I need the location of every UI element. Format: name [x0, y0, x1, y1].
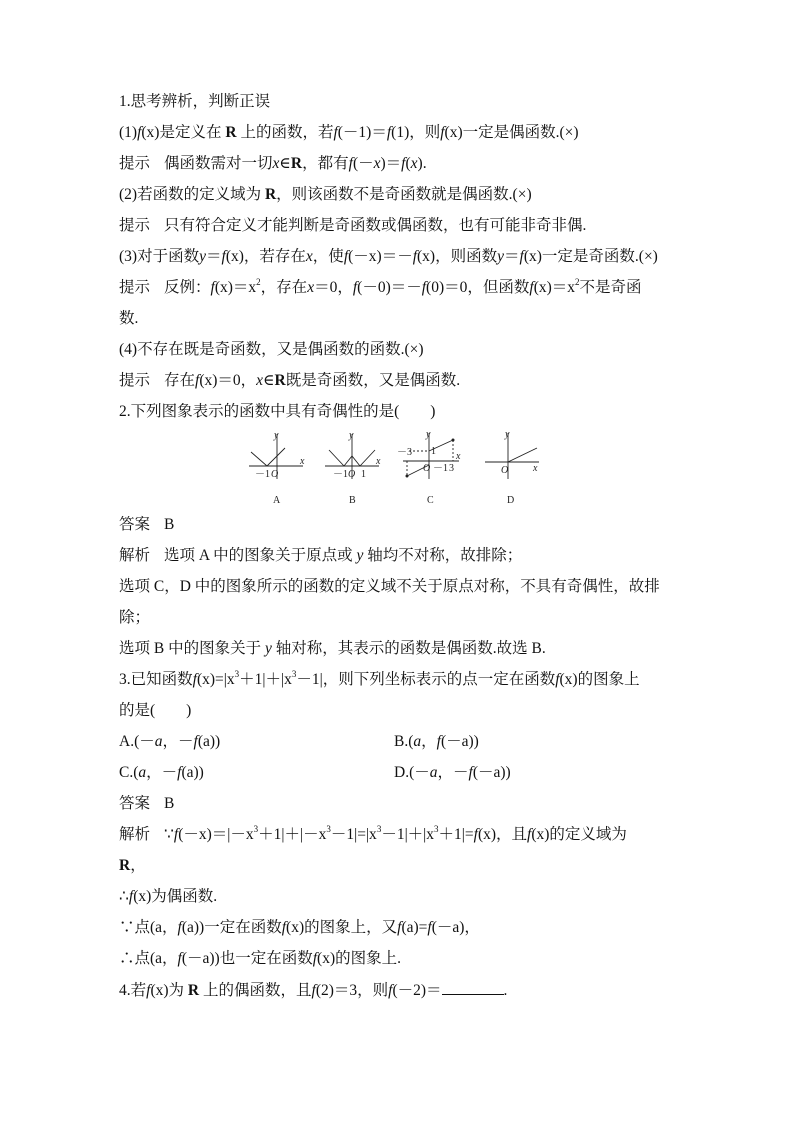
q2-stem: 2.下列图象表示的函数中具有奇偶性的是( ) [119, 403, 436, 420]
q3-answer: 答案 B [119, 795, 175, 812]
graph-label-a: A [273, 495, 281, 506]
graph-d [485, 433, 539, 479]
q1-item2-statement: (2)若函数的定义域为 R，则该函数不是奇函数就是偶函数.(×) [119, 186, 532, 203]
graph-b-neg1: －1 [333, 469, 348, 480]
graph-d-x-label: x [533, 463, 538, 474]
graph-label-c: C [427, 495, 434, 506]
q2-graphs [119, 429, 689, 507]
option-d[interactable]: D.(－a，－f(－a)) [394, 764, 511, 781]
q3-analysis-line3: ∴f(x)为偶函数. [119, 888, 218, 905]
q3-analysis-line2: R， [119, 857, 146, 874]
graph-c-x-label: x [456, 451, 461, 462]
graph-a-y-label: y [274, 430, 279, 441]
q2-analysis-line1: 解析 选项 A 中的图象关于原点或 y 轴均不对称，故排除； [119, 547, 523, 564]
q3-analysis-line4: ∵点(a，f(a))一定在函数f(x)的图象上，又f(a)=f(－a)， [119, 919, 480, 936]
q1-item2-hint: 提示 只有符合定义才能判断是奇函数或偶函数，也有可能非奇非偶. [119, 217, 587, 234]
graph-a-neg1: －1 [255, 469, 270, 480]
q3-stem-line2: 的是( ) [119, 702, 192, 719]
q1-item4-hint: 提示 存在f(x)＝0，x∈R既是奇函数，又是偶函数. [119, 372, 461, 389]
graph-a-x-label: x [300, 456, 305, 467]
option-c[interactable]: C.(a，－f(a)) [119, 764, 204, 781]
q2-analysis-line3: 除； [119, 609, 151, 626]
graph-b-y-label: y [349, 430, 354, 441]
q1-item1-hint: 提示 偶函数需对一切x∈R，都有f(－x)＝f(x). [119, 155, 427, 172]
graph-c-origin: O [423, 463, 431, 474]
q1-item4-statement: (4)不存在既是奇函数，又是偶函数的函数.(×) [119, 341, 424, 358]
q4-answer-blank[interactable] [442, 980, 504, 995]
q1-item3-hint-cont: 数. [119, 310, 139, 327]
q3-analysis-line1: 解析 $\because f(-x)=|-x^3+1|+|-x^3-1|=|x^3-1|+|x^3+1|=f(x)$，且f(x)的定义域为 [119, 823, 627, 843]
q4-stem: 4.若f(x)为 R 上的偶函数，且f(2)＝3，则f(－2)＝ . [119, 982, 508, 999]
option-a[interactable]: A.(－a，－f(a)) [119, 733, 221, 750]
content [119, 92, 689, 1012]
graph-c-neg1: －1 [433, 463, 448, 474]
q1-item1-statement: (1)f(x)是定义在 R 上的函数，若f(－1)＝f(1)，则f(x)一定是偶函数.(×) [119, 124, 579, 141]
q3-options-row2 [119, 763, 689, 783]
q3-options-row1 [119, 732, 689, 752]
option-b[interactable]: B.(a，f(－a)) [394, 733, 479, 750]
graph-c-one: 1 [431, 446, 436, 457]
q2-answer: 答案 B [119, 516, 175, 533]
graph-d-y-label: y [505, 429, 510, 440]
graph-label-d: D [507, 495, 515, 506]
graph-c-three: 3 [449, 463, 454, 474]
q2-graph-svg [245, 429, 545, 507]
graph-d-origin: O [501, 465, 509, 476]
q2-analysis-line2: 选项 C，D 中的图象所示的函数的定义域不关于原点对称，不具有奇偶性，故排 [119, 578, 660, 595]
graph-b-origin: O [348, 469, 356, 480]
graph-c-y-label: y [426, 429, 431, 440]
q3-analysis-line5: ∴点(a，f(－a))也一定在函数f(x)的图象上. [119, 950, 401, 967]
graph-c-neg3: －3 [397, 447, 412, 458]
graph-c-point-right [452, 439, 455, 442]
graph-a-origin: O [271, 469, 279, 480]
q1-item3-statement: (3)对于函数y＝f(x)，若存在x，使f(－x)＝－f(x)，则函数y＝f(x)一定是奇函数.(×) [119, 248, 658, 265]
q1-heading: 1.思考辨析，判断正误 [119, 93, 271, 110]
graph-c-point-left [406, 475, 409, 478]
q1-item3-hint: 提示 反例：$f(x)=x^2$，存在x＝0，f(－0)＝－f(0)＝0，但函数$f(x)=x^2$不是奇函 [119, 276, 642, 296]
graph-b-one: 1 [361, 469, 366, 480]
graph-b-x-label: x [376, 456, 381, 467]
graph-label-b: B [349, 495, 356, 506]
q3-stem-line1: 3.已知函数$f(x)=|x^3+1|+|x^3-1|$，则下列坐标表示的点一定在函数f(x)的图象上 [119, 668, 640, 688]
q2-analysis-line4: 选项 B 中的图象关于 y 轴对称，其表示的函数是偶函数.故选 B. [119, 640, 546, 657]
